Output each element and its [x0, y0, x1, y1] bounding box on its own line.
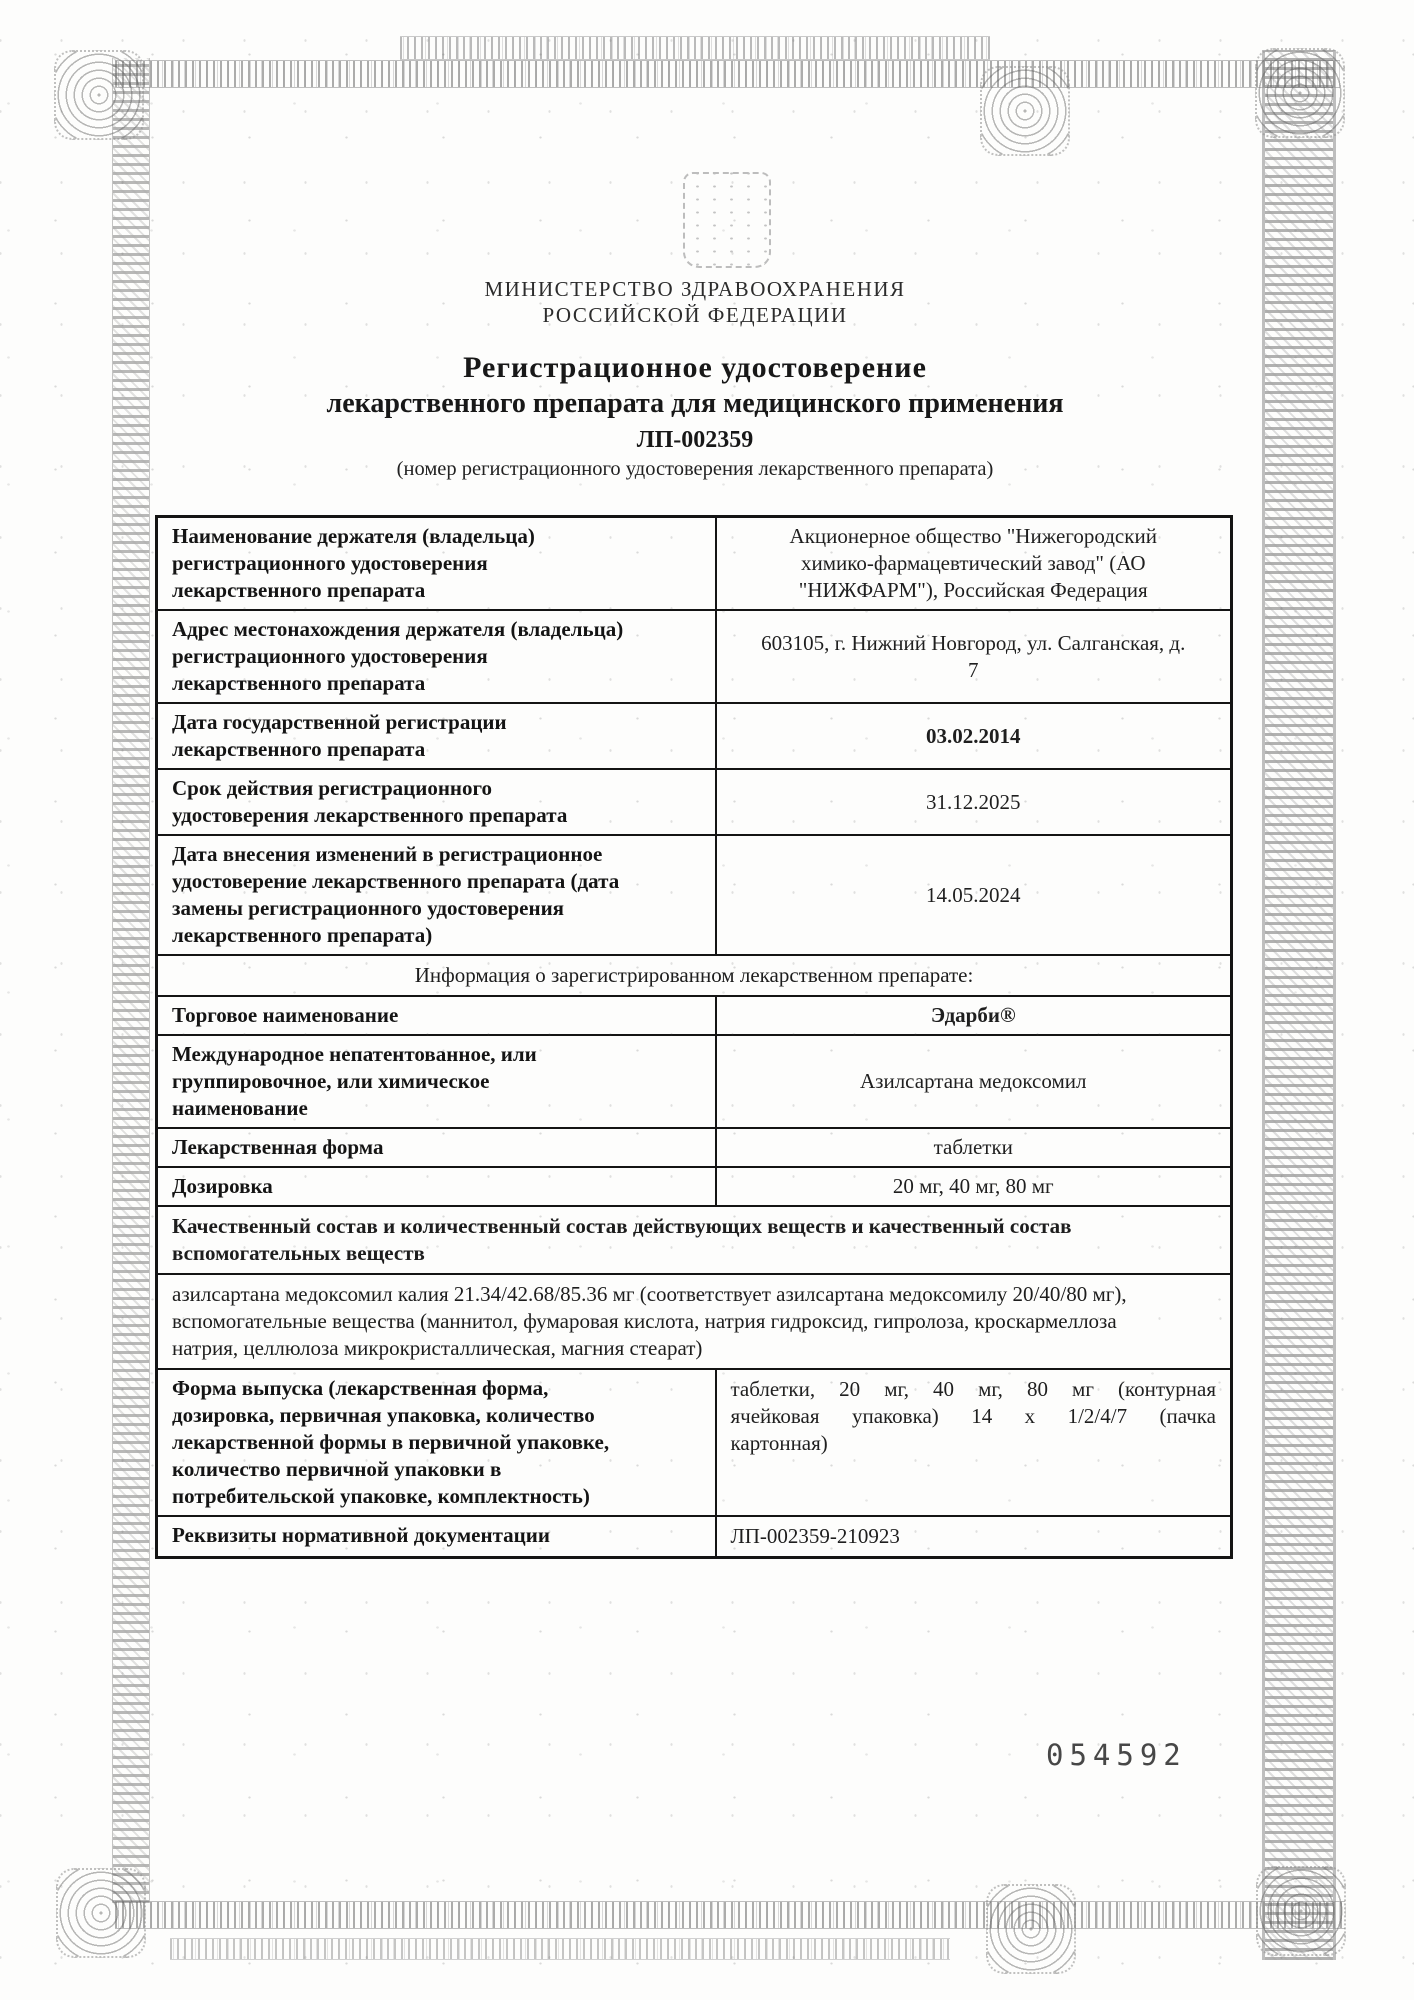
field-label: Лекарственная форма — [157, 1128, 716, 1167]
corner-rosette-top-right-inner-icon — [980, 66, 1070, 156]
field-value: Акционерное общество "Нижегородский химико-фармацевтический завод" (АО "НИЖФАРМ"), Российская Федерация — [716, 517, 1232, 611]
field-label: Наименование держателя (владельца) регистрационного удостоверения лекарственного препарата — [157, 517, 716, 611]
guilloche-border-right — [1262, 50, 1336, 1960]
field-label: Адрес местонахождения держателя (владельца) регистрационного удостоверения лекарственного препарата — [157, 610, 716, 703]
field-label: Дата внесения изменений в регистрационное удостоверение лекарственного препарата (дата замены регистрационного удостоверения лекарственного препарата) — [157, 835, 716, 955]
corner-rosette-bottom-right-icon — [1256, 1866, 1346, 1956]
table-row — [157, 517, 1232, 611]
field-label: Срок действия регистрационного удостоверения лекарственного препарата — [157, 769, 716, 835]
field-value: 14.05.2024 — [716, 835, 1232, 955]
field-value: 603105, г. Нижний Новгород, ул. Салганская, д. 7 — [716, 610, 1232, 703]
field-value: 03.02.2014 — [716, 703, 1232, 769]
table-row — [157, 1274, 1232, 1369]
guilloche-border-left — [112, 58, 150, 1903]
registration-table — [155, 515, 1233, 1559]
guilloche-border-bottom-outer — [170, 1938, 950, 1960]
ministry-header — [155, 276, 1235, 328]
document-title-line1: Регистрационное удостоверение — [463, 351, 927, 384]
field-label: Дата государственной регистрации лекарственного препарата — [157, 703, 716, 769]
field-value: 20 мг, 40 мг, 80 мг — [716, 1167, 1232, 1206]
coat-of-arms-icon — [683, 172, 771, 268]
form-serial-number: 054592 — [1046, 1738, 1187, 1772]
field-label: Дозировка — [157, 1167, 716, 1206]
corner-rosette-top-right-icon — [1255, 48, 1345, 138]
field-value: Эдарби® — [716, 996, 1232, 1035]
section-divider-text: Информация о зарегистрированном лекарственном препарате: — [157, 955, 1232, 996]
table-row — [157, 1035, 1232, 1128]
table-row — [157, 1369, 1232, 1516]
ministry-name-line1: МИНИСТЕРСТВО ЗДРАВООХРАНЕНИЯ — [484, 277, 906, 301]
table-row — [157, 1128, 1232, 1167]
field-label: Международное непатентованное, или группировочное, или химическое наименование — [157, 1035, 716, 1128]
table-row — [157, 1167, 1232, 1206]
document-title-line2: лекарственного препарата для медицинского применения — [326, 388, 1064, 419]
field-value: 31.12.2025 — [716, 769, 1232, 835]
guilloche-border-bottom — [115, 1901, 1345, 1929]
composition-text: азилсартана медоксомил калия 21.34/42.68/85.36 мг (соответствует азилсартана медоксомилу 20/40/80 мг), вспомогательные вещества (маннитол, фумаровая кислота, натрия гидроксид, гипролоза, кроскармеллоза натрия, целлюлоза микрокристаллическая, магния стеарат) — [157, 1274, 1232, 1369]
guilloche-border-top-outer — [400, 36, 990, 60]
corner-rosette-top-left-icon — [54, 50, 144, 140]
registration-number-caption: (номер регистрационного удостоверения лекарственного препарата) — [396, 458, 994, 480]
table-row — [157, 835, 1232, 955]
field-label: Реквизиты нормативной документации — [157, 1516, 716, 1558]
field-label: Форма выпуска (лекарственная форма, дозировка, первичная упаковка, количество лекарственной формы в первичной упаковке, количество первичной упаковки в потребительской упаковке, комплектность) — [157, 1369, 716, 1516]
guilloche-border-top — [115, 60, 1340, 88]
corner-rosette-bottom-right-inner-icon — [986, 1884, 1076, 1974]
field-value: таблетки, 20 мг, 40 мг, 80 мг (контурная ячейковая упаковка) 14 х 1/2/4/7 (пачка картонная) — [716, 1369, 1232, 1516]
document-title-block — [140, 350, 1250, 482]
table-row — [157, 996, 1232, 1035]
table-row — [157, 769, 1232, 835]
field-value: таблетки — [716, 1128, 1232, 1167]
registration-number: ЛП-002359 — [636, 427, 754, 453]
ministry-name-line2: РОССИЙСКОЙ ФЕДЕРАЦИИ — [542, 303, 848, 327]
composition-header: Качественный состав и количественный состав действующих веществ и качественный состав вспомогательных веществ — [157, 1206, 1232, 1274]
field-value: Азилсартана медоксомил — [716, 1035, 1232, 1128]
corner-rosette-bottom-left-icon — [56, 1868, 146, 1958]
table-row — [157, 703, 1232, 769]
field-value: ЛП-002359-210923 — [716, 1516, 1232, 1558]
field-label: Торговое наименование — [157, 996, 716, 1035]
table-row — [157, 1206, 1232, 1274]
table-row — [157, 1516, 1232, 1558]
table-row — [157, 955, 1232, 996]
table-row — [157, 610, 1232, 703]
